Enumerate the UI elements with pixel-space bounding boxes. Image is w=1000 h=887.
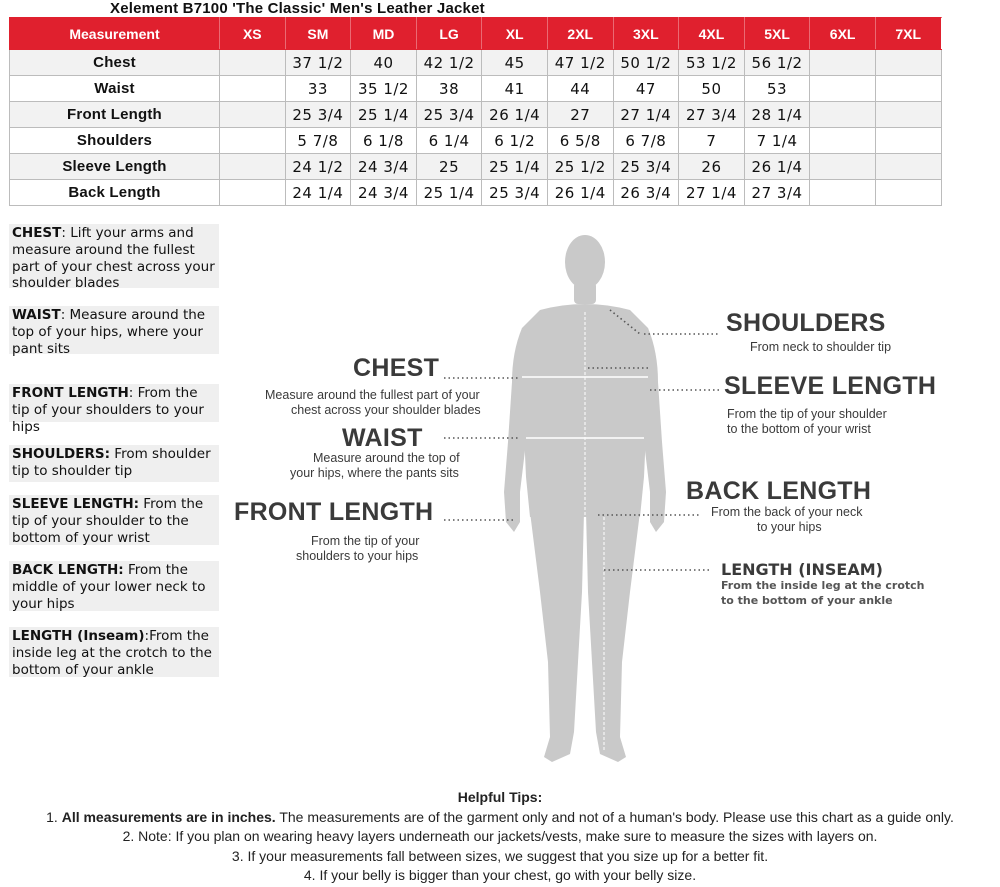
label-back-length-desc-1: From the back of your neck xyxy=(711,505,863,519)
header-size: 7XL xyxy=(875,18,941,50)
label-sleeve-title: SLEEVE LENGTH xyxy=(724,372,937,400)
header-measurement: Measurement xyxy=(10,18,220,50)
table-cell: 26 1/4 xyxy=(744,154,810,180)
label-back-length-title: BACK LENGTH xyxy=(686,477,872,505)
table-cell: 24 3/4 xyxy=(351,180,417,206)
table-cell: 25 3/4 xyxy=(482,180,548,206)
table-cell: 25 3/4 xyxy=(416,102,482,128)
table-cell: 45 xyxy=(482,50,548,76)
table-cell: 6 1/2 xyxy=(482,128,548,154)
table-cell: 24 1/4 xyxy=(285,180,351,206)
table-cell: 25 1/4 xyxy=(482,154,548,180)
label-chest-desc-1: Measure around the fullest part of your xyxy=(265,388,480,402)
table-cell: 37 1/2 xyxy=(285,50,351,76)
label-waist-desc-2: your hips, where the pants sits xyxy=(290,466,459,480)
label-waist-desc-1: Measure around the top of xyxy=(313,451,460,465)
label-sleeve-desc-1: From the tip of your shoulder xyxy=(727,407,887,421)
row-label: Waist xyxy=(10,76,220,102)
table-cell: 5 7/8 xyxy=(285,128,351,154)
table-cell: 53 xyxy=(744,76,810,102)
label-inseam-title: LENGTH (INSEAM) xyxy=(721,560,883,579)
header-size: LG xyxy=(416,18,482,50)
table-cell: 25 1/4 xyxy=(351,102,417,128)
table-cell: 26 3/4 xyxy=(613,180,679,206)
table-cell: 7 1/4 xyxy=(744,128,810,154)
header-size: 5XL xyxy=(744,18,810,50)
table-cell: 47 xyxy=(613,76,679,102)
table-cell: 50 xyxy=(679,76,745,102)
table-cell: 44 xyxy=(547,76,613,102)
tip-1: 1. All measurements are in inches. The measurements are of the garment only and not of a human's body. Please use this chart as a guide only. xyxy=(46,808,954,825)
label-shoulders-title: SHOULDERS xyxy=(726,309,886,337)
header-size: 6XL xyxy=(810,18,876,50)
guide-inseam: LENGTH (Inseam):From the inside leg at the crotch to the bottom of your ankle xyxy=(9,627,219,677)
table-cell: 40 xyxy=(351,50,417,76)
table-cell: 50 1/2 xyxy=(613,50,679,76)
label-chest-title: CHEST xyxy=(353,354,440,382)
label-inseam-desc-1: From the inside leg at the crotch xyxy=(721,579,925,592)
label-front-length-desc-2: shoulders to your hips xyxy=(296,549,419,563)
guide-sleeve-length: SLEEVE LENGTH: From the tip of your shoulder to the bottom of your wrist xyxy=(9,495,219,545)
row-label: Chest xyxy=(10,50,220,76)
header-size: 3XL xyxy=(613,18,679,50)
table-cell: 47 1/2 xyxy=(547,50,613,76)
guide-front-length: FRONT LENGTH: From the tip of your shoulders to your hips xyxy=(9,384,219,422)
table-cell: 25 3/4 xyxy=(613,154,679,180)
header-size: XL xyxy=(482,18,548,50)
table-cell: 6 5/8 xyxy=(547,128,613,154)
header-size: 2XL xyxy=(547,18,613,50)
table-cell: 53 1/2 xyxy=(679,50,745,76)
table-cell: 25 xyxy=(416,154,482,180)
chart-title: Xelement B7100 'The Classic' Men's Leather Jacket xyxy=(110,0,485,17)
table-cell: 27 1/4 xyxy=(679,180,745,206)
tip-2: 2. Note: If you plan on wearing heavy layers underneath our jackets/vests, make sure to measure the sizes with layers on. xyxy=(122,828,878,844)
table-cell: 27 3/4 xyxy=(679,102,745,128)
label-front-length-desc-1: From the tip of your xyxy=(311,534,420,548)
table-cell: 6 7/8 xyxy=(613,128,679,154)
guide-chest: CHEST: Lift your arms and measure around the fullest part of your chest across your shoulder blades xyxy=(9,224,219,288)
table-cell: 6 1/8 xyxy=(351,128,417,154)
table-cell: 27 3/4 xyxy=(744,180,810,206)
table-cell: 33 xyxy=(285,76,351,102)
table-cell: 56 1/2 xyxy=(744,50,810,76)
label-front-length-title: FRONT LENGTH xyxy=(234,498,434,526)
guide-waist: WAIST: Measure around the top of your hips, where your pant sits xyxy=(9,306,219,354)
label-shoulders-desc: From neck to shoulder tip xyxy=(750,340,892,354)
row-label: Front Length xyxy=(10,102,220,128)
table-cell: 25 3/4 xyxy=(285,102,351,128)
table-cell: 24 1/2 xyxy=(285,154,351,180)
header-size: 4XL xyxy=(679,18,745,50)
label-chest-desc-2: chest across your shoulder blades xyxy=(291,403,481,417)
label-back-length-desc-2: to your hips xyxy=(757,520,822,534)
guide-shoulders: SHOULDERS: From shoulder tip to shoulder tip xyxy=(9,445,219,482)
tip-3: 3. If your measurements fall between sizes, we suggest that you size up for a better fit. xyxy=(231,847,769,864)
tips-heading: Helpful Tips: xyxy=(457,789,543,805)
table-cell: 7 xyxy=(679,128,745,154)
tip-4: 4. If your belly is bigger than your chest, go with your belly size. xyxy=(303,867,697,883)
label-sleeve-desc-2: to the bottom of your wrist xyxy=(727,422,871,436)
table-cell: 27 xyxy=(547,102,613,128)
table-cell: 41 xyxy=(482,76,548,102)
table-cell: 26 1/4 xyxy=(482,102,548,128)
header-size: MD xyxy=(351,18,417,50)
header-size: XS xyxy=(220,18,286,50)
helpful-tips xyxy=(0,788,1000,886)
table-cell: 25 1/4 xyxy=(416,180,482,206)
table-cell: 25 1/2 xyxy=(547,154,613,180)
table-cell: 27 1/4 xyxy=(613,102,679,128)
row-label: Sleeve Length xyxy=(10,154,220,180)
guide-back-length: BACK LENGTH: From the middle of your lower neck to your hips xyxy=(9,561,219,611)
table-cell: 42 1/2 xyxy=(416,50,482,76)
table-cell: 28 1/4 xyxy=(744,102,810,128)
table-cell: 26 xyxy=(679,154,745,180)
label-waist-title: WAIST xyxy=(342,424,423,452)
table-cell: 35 1/2 xyxy=(351,76,417,102)
header-size: SM xyxy=(285,18,351,50)
table-cell: 24 3/4 xyxy=(351,154,417,180)
table-cell: 26 1/4 xyxy=(547,180,613,206)
label-inseam-desc-2: to the bottom of your ankle xyxy=(721,594,893,607)
row-label: Back Length xyxy=(10,180,220,206)
table-cell: 38 xyxy=(416,76,482,102)
row-label: Shoulders xyxy=(10,128,220,154)
table-cell: 6 1/4 xyxy=(416,128,482,154)
